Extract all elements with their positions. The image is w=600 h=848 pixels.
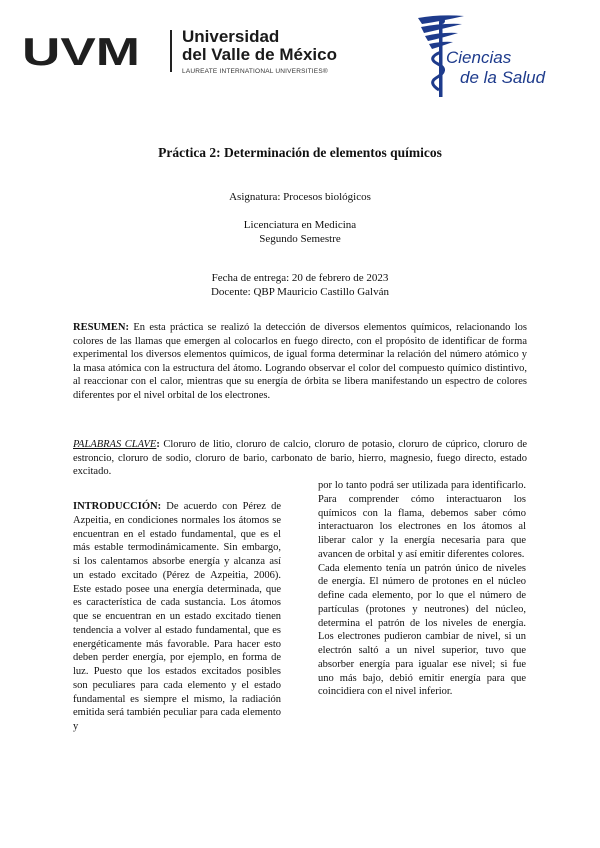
ciencias-salud-logo [412, 12, 562, 104]
subject-line: Asignatura: Procesos biológicos [229, 191, 371, 203]
introduction-left-text: De acuerdo con Pérez de Azpeitia, en condiciones normales los átomos se encuentran en el estado fundamental, que es el más estable termodinámicamente. Sin embargo, si los calentamos absorbe energía y alcanza así un estado excitado (Pérez de Azpeitia, 2006). Este estado posee una energía determinada, que es característica de cada sustancia. Los átomos que se encuentran en un estado excitado tienen tendencia a volver al estado fundamental, que es energéticamente más favorable. Para hacer esto deben perder energía, por ejemplo, en forma de luz. Puesto que los estados excitados posibles son peculiares para cada elemento y el estado fundamental es siempre el mismo, la radiación emitida será también peculiar para cada elemento y [73, 501, 281, 732]
faculty-name [446, 48, 545, 88]
program-line: Licenciatura en Medicina [243, 219, 357, 231]
introduction-right-paragraph-1: por lo tanto podrá ser utilizada para identificarlo. Para comprender cómo interactuaron los químicos con la flama, debemos saber cómo interactuaron los electrones en los átomos al liberar calor y la energía necesaria para que avancen de orbital y así emitir diferentes colores. [318, 480, 526, 560]
introduction-left-column [73, 500, 281, 734]
introduction-paragraph-1 [73, 500, 281, 734]
introduction-label: INTRODUCCIÓN: [73, 501, 162, 512]
faculty-line1: Ciencias [446, 48, 512, 67]
uvm-mark-text: UVM [22, 34, 140, 70]
keywords-colon: : [156, 439, 160, 450]
introduction-right-column [318, 479, 526, 699]
uvm-name-line2: del Valle de México [182, 45, 337, 64]
keywords-paragraph [73, 438, 527, 479]
keywords-text: Cloruro de litio, cloruro de calcio, cloruro de potasio, cloruro de cúprico, cloruro de estroncio, cloruro de sodio, cloruro de bario, carbonato de bario, hierro, magnesio, fuego directo, estado excitado. [73, 439, 527, 478]
uvm-logo-mark [22, 34, 142, 70]
uvm-network: LAUREATE INTERNATIONAL UNIVERSITIES® [182, 68, 328, 75]
semester-line: Segundo Semestre [259, 233, 341, 245]
introduction-right-paragraph-2: Cada elemento tenía un patrón único de niveles de energía. El número de protones en el núcleo define cada elemento, por lo que el número de partículas (protones y neutrones) del núcleo, determina el patrón de los niveles de energía. Los electrones pudieron cambiar de nivel, si un electrón saltó a un nivel superior, tuvo que absorber energía para igualar ese nivel; si fue uno más bajo, debió emitir energía para que coincidiera con el nivel inferior. [318, 562, 526, 698]
uvm-name-line1: Universidad [182, 27, 280, 46]
keywords-label: PALABRAS CLAVE [73, 439, 157, 450]
abstract-paragraph [73, 321, 527, 403]
document-title: Práctica 2: Determinación de elementos químicos [158, 145, 442, 160]
abstract-label: RESUMEN: [73, 322, 130, 333]
logo-divider [170, 30, 172, 72]
uvm-logo [22, 27, 337, 76]
faculty-line2: de la Salud [460, 68, 546, 87]
abstract-text: En esta práctica se realizó la detección de diversos elementos químicos, relacionando los colores de las llamas que emergen al colocarlos en fuego directo, con el propósito de identificar de forma experimental los diversos elementos químicos, de igual forma determinar la relación del número atómico y la masa atómica con la estructura del átomo. Logrando observar el color del compuesto químico distintivo, al reaccionar con el calor, mientras que su energía de órbita se libera manifestando un espectro de colores diferentes por el nivel orbital de los electrones. [73, 322, 527, 401]
due-date-line: Fecha de entrega: 20 de febrero de 2023 [211, 272, 389, 284]
teacher-line: Docente: QBP Mauricio Castillo Galván [210, 286, 389, 298]
uvm-name [182, 28, 337, 77]
